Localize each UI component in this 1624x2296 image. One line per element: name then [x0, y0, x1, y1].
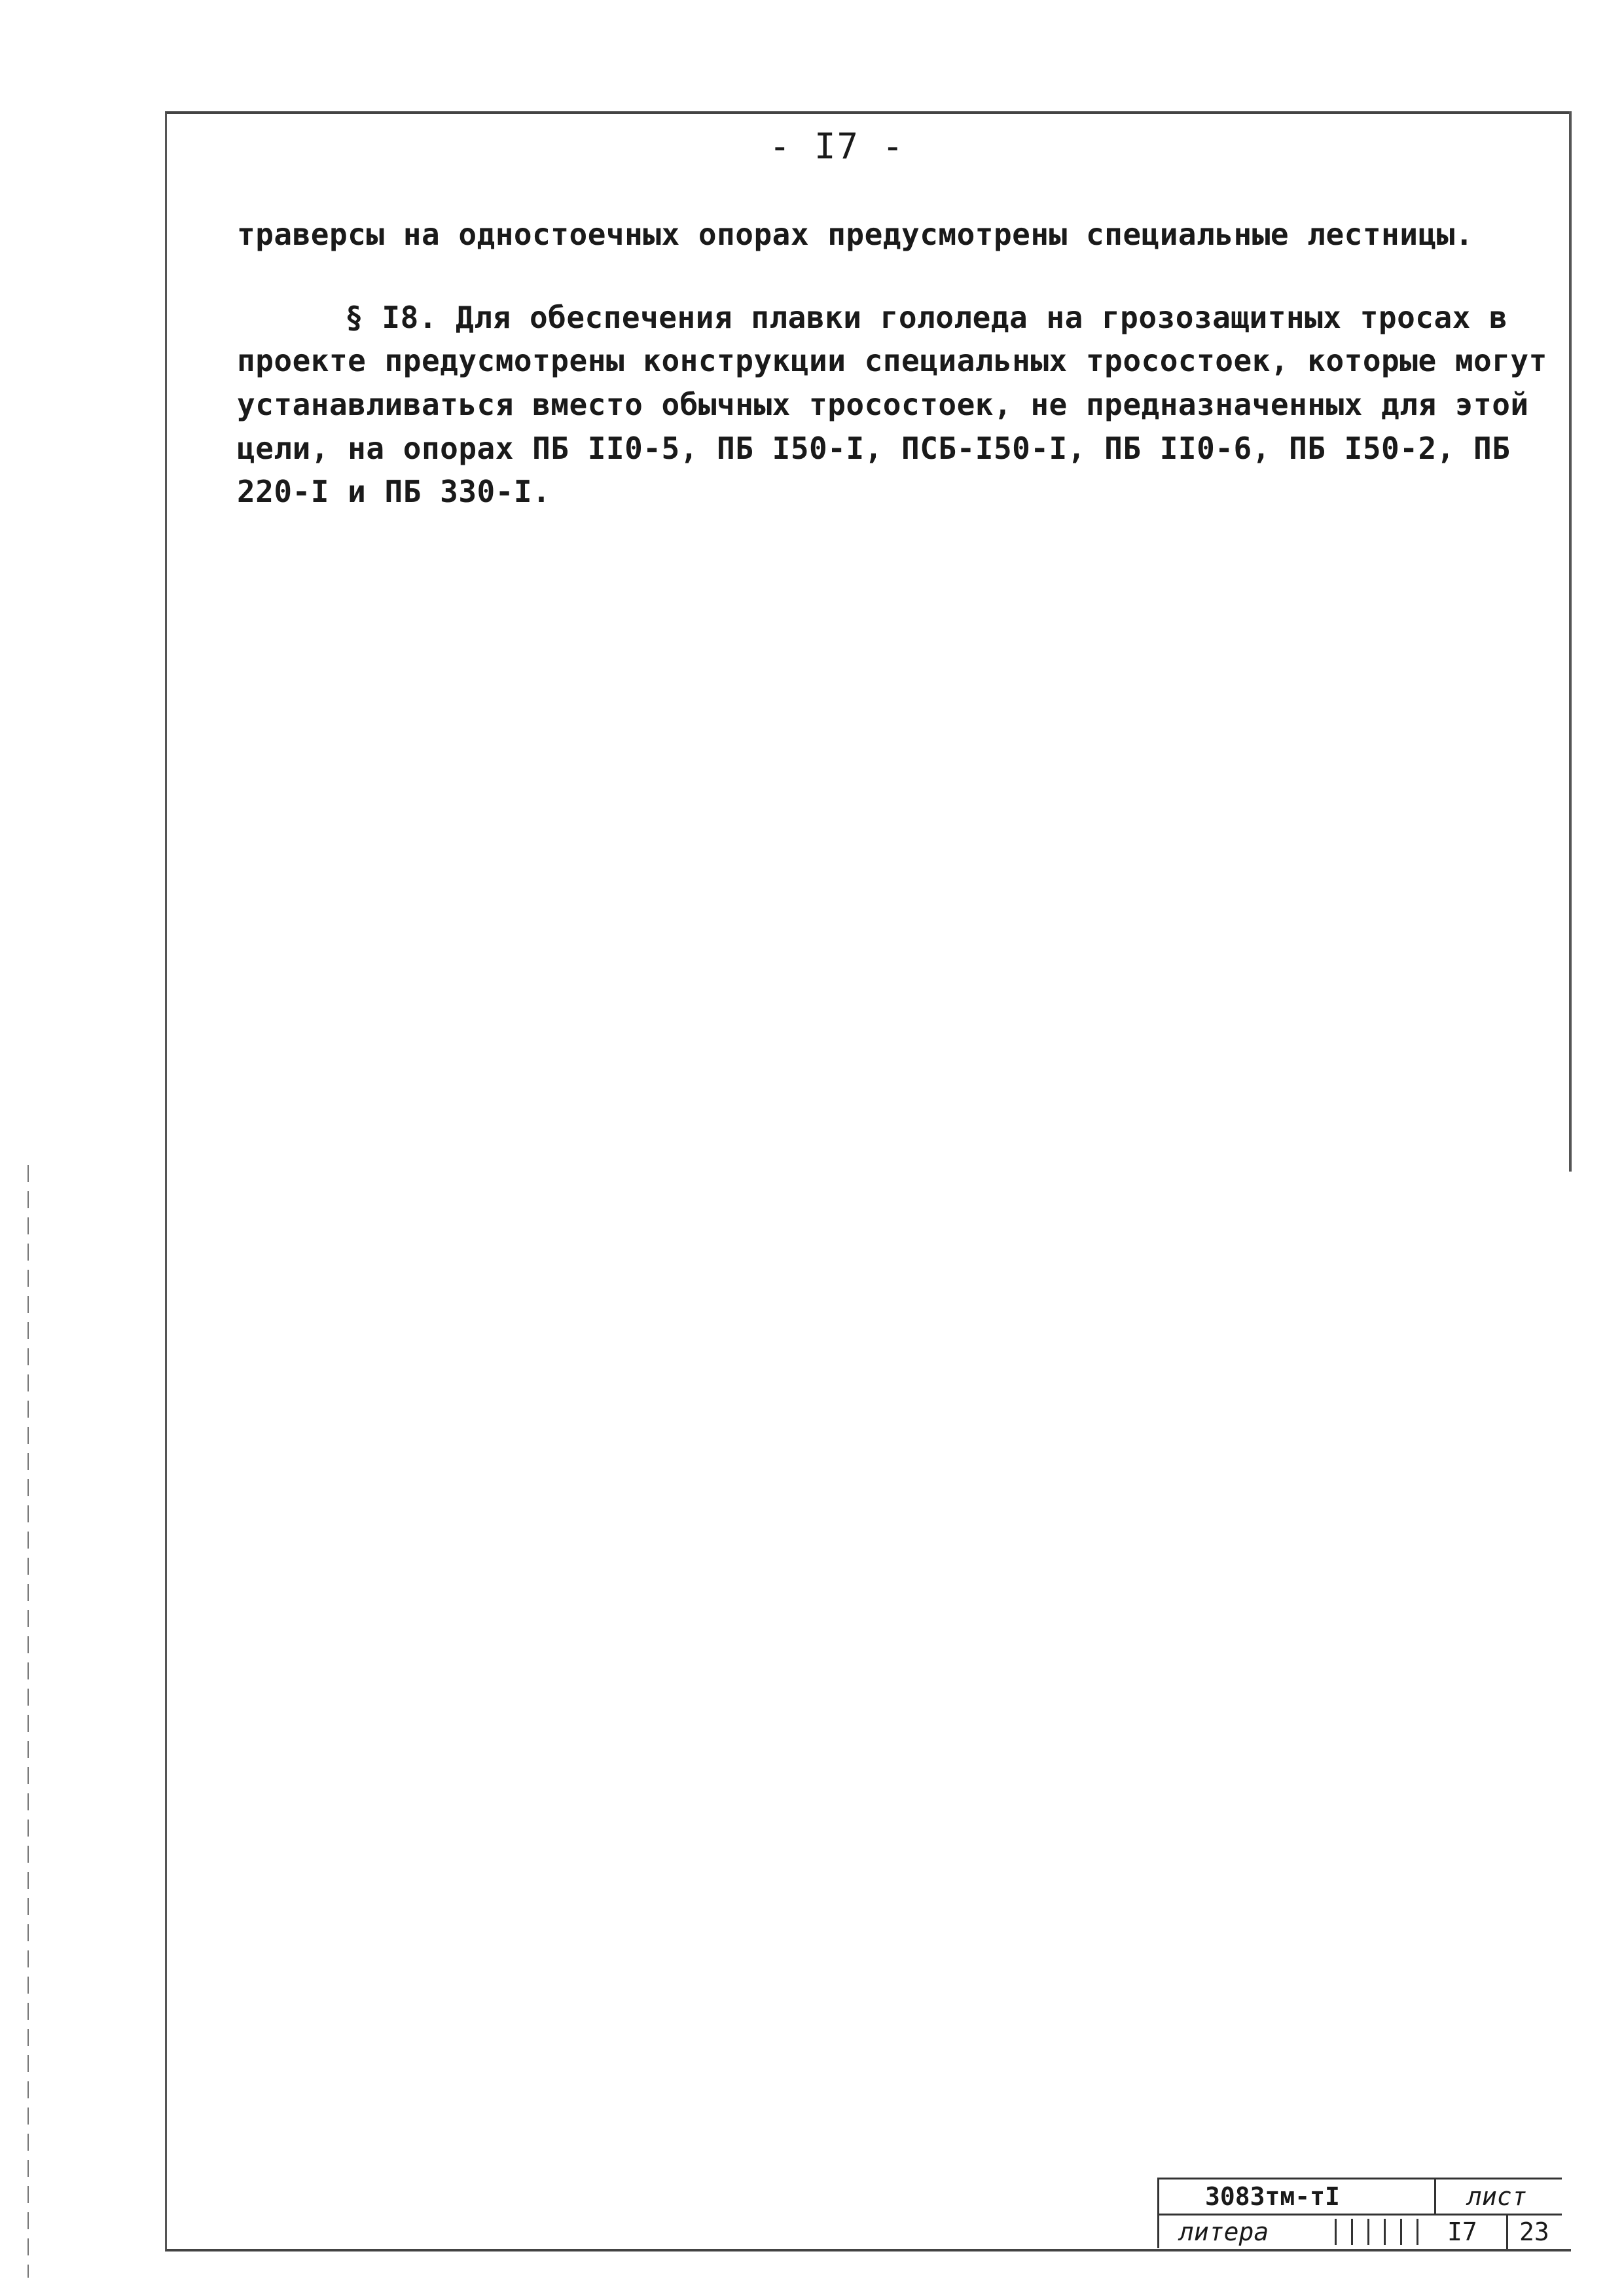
title-block-divider: [1434, 2179, 1436, 2214]
title-block-divider: [1506, 2215, 1508, 2249]
document-designation: 3083тм-тI: [1205, 2182, 1340, 2211]
title-block-row-bottom: [1159, 2215, 1562, 2249]
sheet-number: I7: [1447, 2217, 1477, 2246]
title-block-row-top: [1159, 2179, 1562, 2215]
sheet-total: 23: [1519, 2217, 1549, 2246]
margin-binding-line: [27, 1165, 29, 2278]
paragraph-continuation: траверсы на одностоечных опорах предусмотрены специальные лестницы.: [237, 217, 1474, 252]
litera-cell: [1367, 2219, 1386, 2245]
title-block: [1157, 2178, 1562, 2248]
sheet-label: лист: [1467, 2182, 1527, 2211]
litera-cell: [1335, 2219, 1353, 2245]
litera-label: литера: [1179, 2217, 1269, 2246]
litera-cell: [1400, 2219, 1418, 2245]
paragraph-section-18: § I8. Для обеспечения плавки гололеда на грозозащитных тросах в проекте предусмотрены конструкции специальных тросостоек, которые могут устанавливаться вместо обычных тросостоек, не предназначенных для этой цели, на опорах ПБ II0-5, ПБ I50-I, ПСБ-I50-I, ПБ II0-6, ПБ I50-2, ПБ 220-I и ПБ 330-I.: [237, 299, 1547, 510]
page-number: - I7 -: [769, 126, 905, 167]
page-frame-right-edge: [1569, 111, 1572, 1172]
document-body: [237, 213, 1553, 514]
